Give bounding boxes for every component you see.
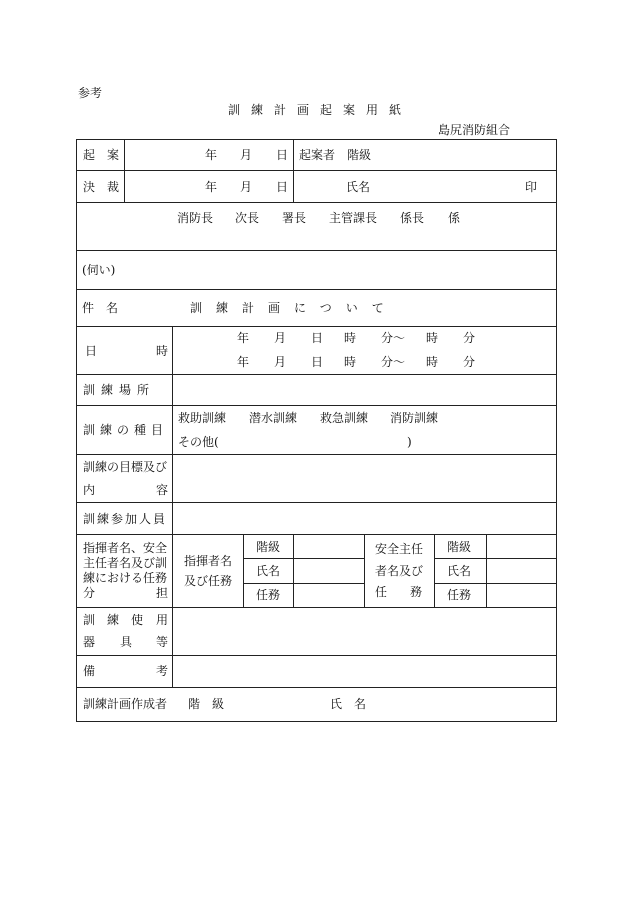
col-divider (172, 326, 173, 687)
time2-year: 年 (237, 355, 250, 369)
kessai-month-unit: 月 (240, 180, 253, 194)
equip-l2-2: 具 (120, 635, 133, 649)
command-label-3: 練における任務 (83, 571, 168, 585)
commander-label-1: 指揮者名 (184, 554, 233, 568)
goal-label-2b: 容 (156, 483, 169, 497)
row-divider (76, 326, 557, 327)
place-label: 訓練場所 (83, 383, 156, 397)
col-divider (364, 534, 365, 607)
row-divider (76, 687, 557, 688)
row-divider (243, 558, 364, 559)
reference-label: 参考 (78, 86, 103, 100)
row-divider (76, 250, 557, 251)
type-rescue: 救助訓練 (178, 411, 227, 425)
kian-year-unit: 年 (205, 148, 218, 162)
seal-label: 印 (525, 180, 538, 194)
col-divider (243, 534, 244, 607)
row-divider (76, 534, 557, 535)
safety-label-2: 者名及び (375, 564, 424, 578)
time2-day: 日 (311, 355, 324, 369)
safety-rank: 階級 (447, 540, 472, 554)
kessai-name-label: 氏名 (346, 180, 371, 194)
equip-l2-1: 器 (83, 635, 96, 649)
safety-label-1: 安全主任 (375, 542, 424, 556)
kessai-label: 決 裁 (83, 180, 120, 194)
time1-minute-to: 分〜 (381, 331, 406, 345)
form-title: 訓練計画起案用紙 (228, 103, 413, 117)
members-label: 訓練参加人員 (83, 512, 168, 526)
type-other-label: その他( (178, 435, 219, 449)
col-divider (293, 534, 294, 607)
time1-end-minute: 分 (463, 331, 476, 345)
type-ems: 救急訓練 (320, 411, 369, 425)
safety-name: 氏名 (447, 564, 472, 578)
time1-year: 年 (237, 331, 250, 345)
row-divider (76, 655, 557, 656)
kian-month-unit: 月 (240, 148, 253, 162)
kian-label: 起 案 (83, 148, 120, 162)
equip-l1-4: 用 (156, 613, 169, 627)
time2-end-minute: 分 (463, 355, 476, 369)
approval-chief: 消防長 (177, 211, 214, 225)
command-label-2: 主任者名及び訓 (83, 556, 168, 570)
approval-section-head: 主管課長 (329, 211, 378, 225)
goal-label-1: 訓練の目標及び (83, 460, 168, 474)
approval-unit-head: 係長 (400, 211, 425, 225)
time1-hour: 時 (344, 331, 357, 345)
approval-staff: 係 (448, 211, 461, 225)
remarks-label-a: 備 (83, 664, 96, 678)
col-divider (293, 139, 294, 202)
col-divider (434, 534, 435, 607)
organization-name: 島尻消防組合 (438, 123, 511, 137)
kian-day-unit: 日 (276, 148, 289, 162)
approval-deputy: 次長 (235, 211, 260, 225)
kessai-year-unit: 年 (205, 180, 218, 194)
drafter-rank-label: 起案者 階級 (299, 148, 372, 162)
time2-month: 月 (274, 355, 287, 369)
approval-station-chief: 署長 (282, 211, 307, 225)
goal-label-2a: 内 (83, 483, 96, 497)
time2-end-hour: 時 (426, 355, 439, 369)
commander-rank: 階級 (256, 540, 281, 554)
row-divider (76, 502, 557, 503)
row-divider (76, 454, 557, 455)
time2-minute-to: 分〜 (381, 355, 406, 369)
type-other-close: ) (407, 435, 412, 449)
time1-day: 日 (311, 331, 324, 345)
equip-l1-2: 練 (107, 613, 120, 627)
kessai-day-unit: 日 (276, 180, 289, 194)
commander-name: 氏名 (256, 564, 281, 578)
equip-l1-3: 使 (131, 613, 144, 627)
author-name-label: 氏 名 (330, 697, 367, 711)
row-divider (76, 405, 557, 406)
safety-label-3b: 務 (410, 585, 423, 599)
row-divider (434, 558, 557, 559)
commander-label-2: 及び任務 (184, 574, 233, 588)
remarks-label-b: 考 (156, 664, 169, 678)
time2-hour: 時 (344, 355, 357, 369)
type-diving: 潜水訓練 (249, 411, 298, 425)
equip-l2-3: 等 (156, 635, 169, 649)
nichiji-label-1: 日 (85, 344, 98, 358)
command-label-1: 指揮者名、安全 (83, 541, 168, 555)
command-label-4b: 担 (156, 586, 169, 600)
type-fire: 消防訓練 (390, 411, 439, 425)
row-divider (76, 202, 557, 203)
row-divider (243, 583, 364, 584)
command-label-4a: 分 (83, 586, 96, 600)
time1-end-hour: 時 (426, 331, 439, 345)
time1-month: 月 (274, 331, 287, 345)
nichiji-label-2: 時 (156, 344, 169, 358)
author-rank-label: 階 級 (188, 697, 225, 711)
author-label: 訓練計画作成者 (83, 697, 168, 711)
types-label: 訓練の種目 (83, 423, 169, 437)
row-divider (76, 374, 557, 375)
col-divider (486, 534, 487, 607)
commander-duty: 任務 (256, 588, 281, 602)
row-divider (434, 583, 557, 584)
row-divider (76, 170, 557, 171)
kenmei-value: 訓練計画について (190, 301, 398, 315)
col-divider (124, 139, 125, 202)
row-divider (76, 289, 557, 290)
row-divider (76, 607, 557, 608)
safety-duty: 任務 (447, 588, 472, 602)
kenmei-label: 件 名 (82, 301, 119, 315)
safety-label-3a: 任 (375, 585, 388, 599)
ukagai-label: (伺い) (82, 263, 116, 277)
equip-l1-1: 訓 (83, 613, 96, 627)
